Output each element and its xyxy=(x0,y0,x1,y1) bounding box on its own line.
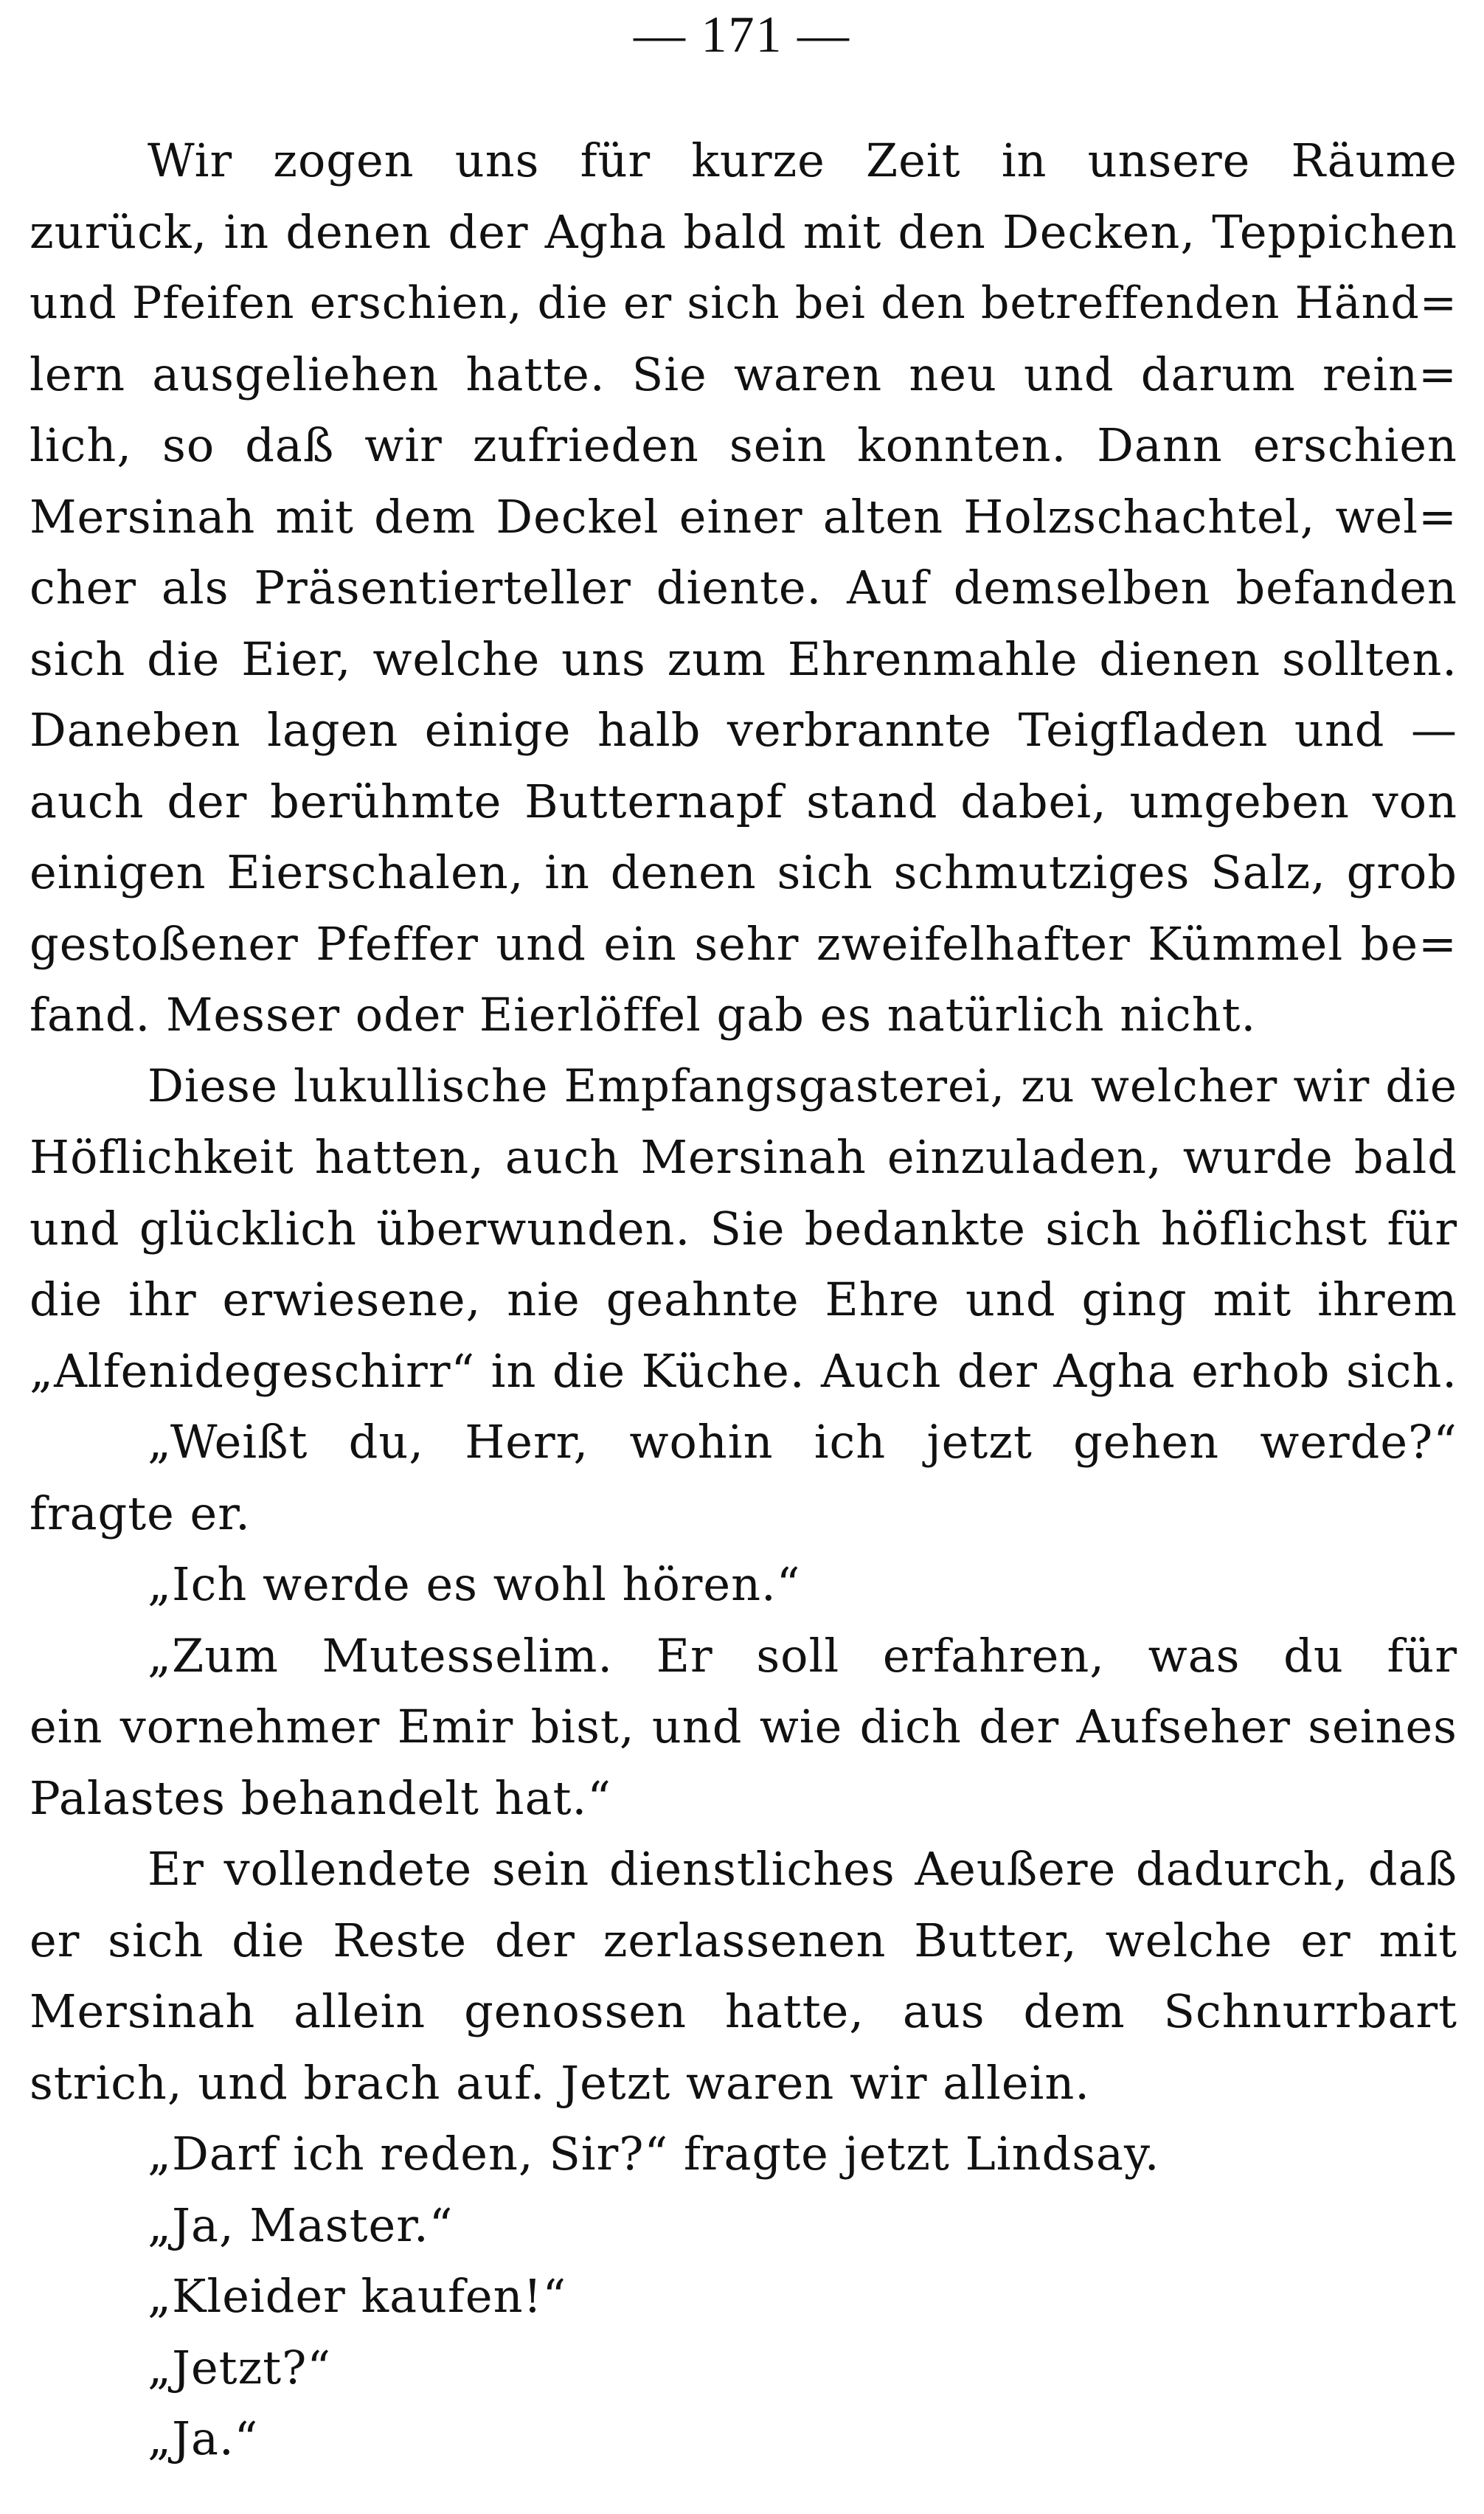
text-line: „Ja.“ xyxy=(148,2411,259,2465)
text-line: cher als Präsentierteller diente. Auf demselben befanden xyxy=(30,561,1457,614)
text-line: die ihr erwiesene, nie geahnte Ehre und ging mit ihrem xyxy=(30,1272,1457,1326)
text-line: Daneben lagen einige halb verbrannte Teigfladen und — xyxy=(30,703,1457,757)
text-line: „Darf ich reden, Sir?“ fragte jetzt Lindsay. xyxy=(148,2127,1160,2181)
text-line: Wir zogen uns für kurze Zeit in unsere Räume xyxy=(148,134,1457,187)
text-line: Mersinah allein genossen hatte, aus dem Schnurrbart xyxy=(30,1984,1457,2038)
body-text xyxy=(30,125,1457,2475)
text-line: auch der berühmte Butternapf stand dabei, umgeben von xyxy=(30,774,1457,828)
text-line: sich die Eier, welche uns zum Ehrenmahle dienen sollten. xyxy=(30,631,1457,686)
text-line: einigen Eierschalen, in denen sich schmutziges Salz, grob xyxy=(30,845,1457,899)
text-line: zurück, in denen der Agha bald mit den Decken, Teppichen xyxy=(30,204,1457,259)
text-line: Er vollendete sein dienstliches Aeußere dadurch, daß xyxy=(148,1842,1457,1896)
text-line: und Pfeifen erschien, die er sich bei den betreffenden Händ= xyxy=(30,277,1457,329)
text-line: „Ja, Master.“ xyxy=(148,2198,454,2252)
text-line: er sich die Reste der zerlassenen Butter, welche er mit xyxy=(30,1913,1457,1967)
text-line: gestoßener Pfeffer und ein sehr zweifelhafter Kümmel be= xyxy=(30,916,1457,971)
text-line: fand. Messer oder Eierlöffel gab es natürlich nicht. xyxy=(30,988,1257,1042)
text-line: „Zum Mutesselim. Er soll erfahren, was du für xyxy=(148,1628,1457,1683)
text-line: lich, so daß wir zufrieden sein konnten. Dann erschien xyxy=(30,418,1457,472)
text-line: strich, und brach auf. Jetzt waren wir allein. xyxy=(30,2055,1091,2110)
text-line: lern ausgeliehen hatte. Sie waren neu und darum rein= xyxy=(30,347,1457,401)
text-line: fragte er. xyxy=(30,1486,251,1540)
text-line: „Weißt du, Herr, wohin ich jetzt gehen werde?“ xyxy=(148,1415,1457,1469)
text-line: Mersinah mit dem Deckel einer alten Holzschachtel, wel= xyxy=(30,489,1457,544)
text-line: „Kleider kaufen!“ xyxy=(148,2269,567,2323)
text-line: „Alfenidegeschirr“ in die Küche. Auch der Agha erhob sich. xyxy=(30,1343,1457,1398)
text-line: ein vornehmer Emir bist, und wie dich der Aufseher seines xyxy=(30,1700,1457,1753)
text-line: Diese lukullische Empfangsgasterei, zu welcher wir die xyxy=(148,1059,1457,1112)
text-line: „Jetzt?“ xyxy=(148,2340,332,2394)
text-line: „Ich werde es wohl hören.“ xyxy=(148,1557,801,1611)
page-number: — 171 — xyxy=(634,7,850,63)
text-line: und glücklich überwunden. Sie bedankte sich höflichst für xyxy=(30,1201,1457,1256)
text-line: Palastes behandelt hat.“ xyxy=(30,1770,611,1825)
text-line: Höflichkeit hatten, auch Mersinah einzuladen, wurde bald xyxy=(30,1130,1457,1184)
